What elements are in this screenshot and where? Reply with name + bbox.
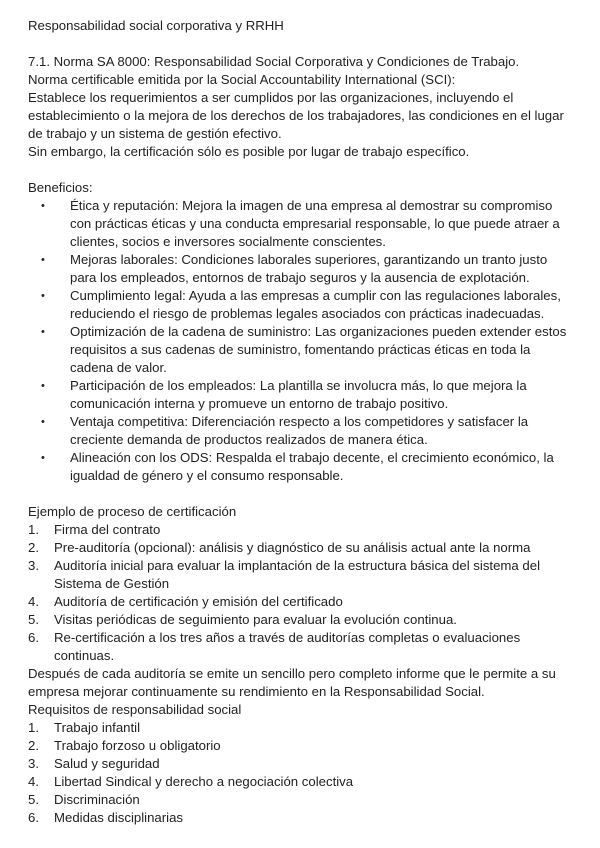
list-item [28, 251, 572, 287]
step-number: 5. [28, 612, 39, 627]
document-title: Responsabilidad social corporativa y RRHH [28, 18, 284, 33]
list-item [28, 521, 572, 539]
spacer [28, 35, 572, 53]
bullet-icon: • [41, 326, 45, 338]
benefit-text: Participación de los empleados: La plantilla se involucra más, lo que mejora la comunicación interna y promueve un entorno de trabajo positivo. [70, 378, 527, 411]
step-number: 4. [28, 594, 39, 609]
requirement-number: 6. [28, 810, 39, 825]
step-text: Pre-auditoría (opcional): análisis y diagnóstico de su análisis actual ante la norma [54, 540, 531, 555]
bullet-icon: • [41, 452, 45, 464]
list-item [28, 287, 572, 323]
list-item [28, 611, 572, 629]
list-item [28, 539, 572, 557]
requirement-number: 3. [28, 756, 39, 771]
requirement-number: 4. [28, 774, 39, 789]
bullet-icon: • [41, 380, 45, 392]
requirement-text: Medidas disciplinarias [54, 810, 184, 825]
requirement-text: Trabajo infantil [54, 720, 141, 735]
benefit-text: Ética y reputación: Mejora la imagen de una empresa al demostrar su compromiso con prácticas éticas y una conducta empresarial responsable, lo que puede atraer a clientes, socios e inversores socialmente conscientes. [70, 198, 560, 249]
requirement-text: Trabajo forzoso u obligatorio [54, 738, 221, 753]
list-item [28, 377, 572, 413]
list-item [28, 413, 572, 449]
section-heading: 7.1. Norma SA 8000: Responsabilidad Social Corporativa y Condiciones de Trabajo. [28, 54, 520, 69]
step-text: Visitas periódicas de seguimiento para evaluar la evolución continua. [54, 612, 457, 627]
requirements-heading: Requisitos de responsabilidad social [28, 702, 242, 717]
benefit-text: Ventaja competitiva: Diferenciación respecto a los competidores y satisfacer la creciente demanda de productos realizados de manera ética. [70, 414, 529, 447]
list-item [28, 809, 572, 827]
step-text: Firma del contrato [54, 522, 161, 537]
benefits-list [28, 197, 572, 485]
requirement-text: Discriminación [54, 792, 140, 807]
benefit-text: Alineación con los ODS: Respalda el trabajo decente, el crecimiento económico, la igualdad de género y el consumo responsable. [70, 450, 554, 483]
list-item [28, 791, 572, 809]
spacer [28, 485, 572, 503]
after-audit-paragraph: Después de cada auditoría se emite un sencillo pero completo informe que le permite a su empresa mejorar continuamente su rendimiento en la Responsabilidad Social. [28, 666, 556, 699]
process-heading: Ejemplo de proceso de certificación [28, 504, 237, 519]
list-item [28, 593, 572, 611]
benefit-text: Optimización de la cadena de suministro: Las organizaciones pueden extender estos requisitos a sus cadenas de suministro, fomentando prácticas éticas en toda la cadena de valor. [70, 324, 567, 375]
step-number: 3. [28, 558, 39, 573]
requirement-text: Libertad Sindical y derecho a negociación colectiva [54, 774, 354, 789]
spacer [28, 161, 572, 179]
benefit-text: Mejoras laborales: Condiciones laborales superiores, garantizando un tranto justo para los empleados, entornos de trabajo seguros y la ausencia de explotación. [70, 252, 548, 285]
benefits-heading: Beneficios: [28, 180, 93, 195]
step-text: Auditoría de certificación y emisión del certificado [54, 594, 343, 609]
intro-line: Norma certificable emitida por la Social Accountability International (SCI): [28, 72, 456, 87]
requirements-list [28, 719, 572, 827]
bullet-icon: • [41, 200, 45, 212]
step-text: Auditoría inicial para evaluar la implantación de la estructura básica del sistema del Sistema de Gestión [54, 558, 540, 591]
list-item [28, 755, 572, 773]
list-item [28, 557, 572, 593]
step-number: 2. [28, 540, 39, 555]
step-number: 6. [28, 630, 39, 645]
list-item [28, 197, 572, 251]
list-item [28, 773, 572, 791]
process-steps-list [28, 521, 572, 665]
intro-line: Sin embargo, la certificación sólo es posible por lugar de trabajo específico. [28, 144, 470, 159]
bullet-icon: • [41, 416, 45, 428]
list-item [28, 449, 572, 485]
requirement-text: Salud y seguridad [54, 756, 160, 771]
step-text: Re-certificación a los tres años a través de auditorías completas o evaluaciones continuas. [54, 630, 521, 663]
bullet-icon: • [41, 290, 45, 302]
list-item [28, 737, 572, 755]
intro-paragraph: Establece los requerimientos a ser cumplidos por las organizaciones, incluyendo el establecimiento o la mejora de los derechos de los trabajadores, las condiciones en el lugar de trabajo y un sistema de gestión efectivo. [28, 90, 564, 141]
requirement-number: 1. [28, 720, 39, 735]
list-item [28, 323, 572, 377]
list-item [28, 719, 572, 737]
bullet-icon: • [41, 254, 45, 266]
requirement-number: 2. [28, 738, 39, 753]
requirement-number: 5. [28, 792, 39, 807]
list-item [28, 629, 572, 665]
step-number: 1. [28, 522, 39, 537]
benefit-text: Cumplimiento legal: Ayuda a las empresas a cumplir con las regulaciones laborales, reduciendo el riesgo de problemas legales asociados con prácticas inadecuadas. [70, 288, 561, 321]
